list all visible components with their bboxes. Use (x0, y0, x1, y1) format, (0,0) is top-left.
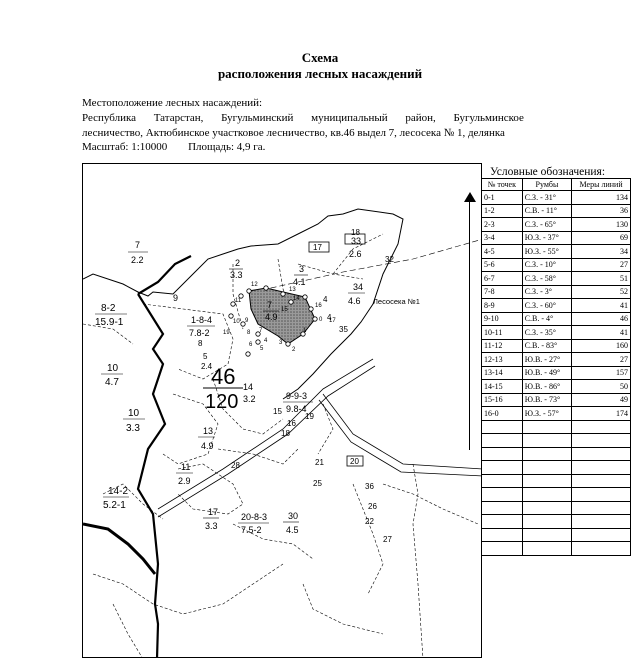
table-row (482, 339, 631, 353)
point-cell: 15-16 (482, 393, 523, 407)
map-label: 3 (299, 264, 305, 274)
location-word: муниципальный (311, 112, 388, 124)
legend-title: Условные обозначения: (490, 166, 606, 178)
point-cell: 13-14 (482, 366, 523, 380)
length-cell: 51 (572, 272, 631, 286)
point-label: 17 (329, 318, 336, 324)
length-cell: 52 (572, 285, 631, 299)
empty-row (482, 434, 631, 448)
empty-cell (482, 420, 523, 434)
document-subtitle: расположения лесных насаждений (217, 66, 423, 81)
map-label: 2.4 (201, 362, 213, 371)
empty-cell (482, 488, 523, 502)
location-word: Бугульминское (453, 112, 524, 124)
empty-cell (522, 434, 571, 448)
empty-cell (572, 461, 631, 475)
map-label: 15 (273, 407, 282, 416)
quarter-number: 46 (211, 364, 236, 389)
empty-cell (522, 461, 571, 475)
bearing-cell: С.В. - 4° (522, 312, 571, 326)
empty-cell (522, 420, 571, 434)
map-label: 4.1 (293, 277, 306, 287)
length-cell: 46 (572, 312, 631, 326)
map-label: 32 (385, 255, 394, 264)
empty-cell (482, 434, 523, 448)
legend-header-row (482, 179, 631, 191)
empty-cell (572, 488, 631, 502)
empty-cell (482, 501, 523, 515)
point-cell: 4-5 (482, 245, 523, 259)
bearing-cell: Ю.В. - 86° (522, 380, 571, 394)
length-cell: 36 (572, 204, 631, 218)
north-arrow-head (464, 192, 476, 202)
empty-cell (572, 542, 631, 556)
point-label: 11 (235, 298, 242, 304)
table-row (482, 353, 631, 367)
map-label: 8-2 (101, 303, 116, 314)
map-label: 4.7 (105, 377, 119, 388)
location-line-1 (82, 111, 524, 126)
bearing-cell: Ю.З. - 55° (522, 245, 571, 259)
point-cell: 7-8 (482, 285, 523, 299)
bearing-cell: С.З. - 58° (522, 272, 571, 286)
point-label: 2 (292, 347, 296, 353)
map-label: 17 (313, 243, 322, 252)
thick-boundary (138, 294, 165, 658)
cutting-label: Лесосека №1 (373, 297, 420, 306)
empty-cell (482, 461, 523, 475)
empty-cell (572, 474, 631, 488)
length-cell: 160 (572, 339, 631, 353)
point-label: 6 (249, 342, 253, 348)
location-word: район, (405, 112, 436, 124)
map-label: 34 (353, 282, 364, 292)
length-cell: 27 (572, 353, 631, 367)
bearing-cell: С.З. - 10° (522, 258, 571, 272)
bearing-cell: С.З. - 3° (522, 285, 571, 299)
bearing-cell: С.З. - 35° (522, 326, 571, 340)
col-header-points: № точек (482, 179, 523, 191)
point-cell: 14-15 (482, 380, 523, 394)
empty-row (482, 447, 631, 461)
map-label: 15.9-1 (95, 317, 124, 328)
map-label: 21 (315, 458, 324, 467)
point-label: 14 (293, 296, 300, 302)
quarter-area: 120 (205, 391, 239, 413)
map-label: 18 (281, 429, 290, 438)
map-label: 2.6 (349, 249, 362, 259)
map-label: 7.5-2 (241, 525, 262, 535)
map-label: 9 (173, 293, 179, 303)
point-cell: 1-2 (482, 204, 523, 218)
point-label: 1 (303, 328, 307, 334)
map-label: 30 (288, 511, 299, 521)
forest-map (82, 163, 482, 658)
map-label: 17 (208, 507, 219, 517)
bearing-cell: Ю.З. - 57° (522, 407, 571, 421)
point-cell: 2-3 (482, 218, 523, 232)
map-label: 4 (323, 295, 328, 304)
map-label: 2.2 (131, 255, 144, 265)
point-cell: 16-0 (482, 407, 523, 421)
table-row (482, 299, 631, 313)
map-label: 9-9-3 (286, 391, 308, 401)
point-label: 16 (315, 303, 322, 309)
empty-cell (522, 542, 571, 556)
bearing-cell: Ю.В. - 73° (522, 393, 571, 407)
empty-row (482, 515, 631, 529)
point-label: 9 (245, 318, 249, 324)
point-label: 13 (289, 287, 296, 293)
table-row (482, 326, 631, 340)
table-row (482, 366, 631, 380)
map-label: 16 (287, 419, 296, 428)
map-label: 7 (135, 240, 141, 250)
empty-cell (572, 528, 631, 542)
map-label: 10 (128, 408, 140, 419)
bearing-cell: С.В. - 83° (522, 339, 571, 353)
scale-text: Масштаб: 1:10000 (82, 141, 168, 153)
location-word: Татарстан, (153, 112, 204, 124)
map-label: 4 (327, 313, 332, 322)
point-label: 19 (223, 330, 230, 336)
empty-cell (522, 447, 571, 461)
table-row (482, 285, 631, 299)
empty-cell (482, 542, 523, 556)
bearing-cell: С.З. - 60° (522, 299, 571, 313)
empty-cell (572, 420, 631, 434)
map-label: 3.3 (126, 423, 140, 434)
point-label: 0 (319, 317, 323, 323)
area-text: Площадь: 4,9 га. (188, 141, 266, 153)
river (83, 524, 155, 574)
map-label: 2 (235, 258, 241, 268)
map-label: 13 (203, 426, 214, 436)
table-row (482, 218, 631, 232)
point-cell: 0-1 (482, 191, 523, 205)
map-label: 14 (243, 382, 254, 392)
length-cell: 27 (572, 258, 631, 272)
empty-cell (572, 501, 631, 515)
location-word: Бугульминский (221, 112, 294, 124)
empty-row (482, 461, 631, 475)
location-line-2: лесничество, Актюбинское участковое лесничество, кв.46 выдел 7, лесосека № 1, делянка (82, 127, 505, 139)
map-label: 36 (365, 482, 374, 491)
map-label: 5 (203, 352, 208, 361)
length-cell: 130 (572, 218, 631, 232)
map-label: 3.3 (230, 270, 243, 280)
map-label: 11 (181, 462, 191, 472)
length-cell: 34 (572, 245, 631, 259)
map-label: 26 (368, 502, 377, 511)
road (319, 400, 482, 476)
map-label: 3.3 (205, 521, 218, 531)
map-label: 5.2-1 (103, 500, 126, 511)
map-label: 22 (365, 517, 374, 526)
length-cell: 174 (572, 407, 631, 421)
map-label: 19 (305, 412, 314, 421)
point-label: 15 (281, 307, 288, 313)
map-label: 27 (383, 535, 392, 544)
map-label: 18 (351, 228, 360, 237)
length-cell: 41 (572, 326, 631, 340)
map-label: 4.9 (265, 312, 278, 322)
empty-cell (482, 447, 523, 461)
col-header-bearings: Румбы (522, 179, 571, 191)
point-label: 3 (279, 340, 283, 346)
thick-boundary-top (138, 256, 191, 294)
map-label: 3.2 (243, 394, 256, 404)
length-cell: 69 (572, 231, 631, 245)
map-label: 1-8-4 (191, 315, 213, 325)
point-cell: 11-12 (482, 339, 523, 353)
map-label: 10 (107, 363, 119, 374)
road (158, 359, 373, 509)
empty-cell (522, 501, 571, 515)
scale-area-line (82, 140, 524, 155)
road (158, 366, 375, 517)
point-cell: 9-10 (482, 312, 523, 326)
point-cell: 8-9 (482, 299, 523, 313)
table-row (482, 407, 631, 421)
map-label: 33 (351, 236, 362, 246)
bearing-cell: Ю.З. - 37° (522, 231, 571, 245)
map-label: 25 (313, 479, 322, 488)
point-label: 12 (251, 282, 258, 288)
empty-cell (522, 474, 571, 488)
point-cell: 10-11 (482, 326, 523, 340)
document-title: Схема (301, 50, 339, 65)
point-label: 8 (247, 330, 251, 336)
empty-cell (572, 447, 631, 461)
location-label: Местоположение лесных насаждений: (82, 97, 263, 109)
point-cell: 12-13 (482, 353, 523, 367)
map-label: 4.6 (348, 296, 361, 306)
empty-cell (572, 515, 631, 529)
map-label: 14-2 (108, 486, 129, 497)
empty-cell (572, 434, 631, 448)
empty-row (482, 528, 631, 542)
map-label: 35 (339, 325, 348, 334)
empty-row (482, 474, 631, 488)
map-label: 2.9 (178, 476, 191, 486)
bearing-cell: С.В. - 11° (522, 204, 571, 218)
empty-cell (482, 474, 523, 488)
map-label: 20-8-3 (241, 512, 268, 522)
empty-row (482, 488, 631, 502)
map-label: 9.8-4 (286, 404, 307, 414)
bearing-cell: С.З. - 65° (522, 218, 571, 232)
length-cell: 157 (572, 366, 631, 380)
table-row (482, 245, 631, 259)
bearing-cell: Ю.В. - 27° (522, 353, 571, 367)
point-label: 5 (260, 346, 264, 352)
map-label: 28 (231, 461, 240, 470)
legend-table (481, 178, 631, 556)
point-cell: 5-6 (482, 258, 523, 272)
length-cell: 49 (572, 393, 631, 407)
empty-row (482, 501, 631, 515)
length-cell: 41 (572, 299, 631, 313)
empty-cell (482, 515, 523, 529)
location-word: Республика (82, 112, 137, 124)
point-cell: 6-7 (482, 272, 523, 286)
point-label: 7 (259, 328, 263, 334)
table-row (482, 258, 631, 272)
map-label: 4.5 (286, 525, 299, 535)
empty-cell (522, 488, 571, 502)
bearing-cell: С.З. - 31° (522, 191, 571, 205)
table-row (482, 312, 631, 326)
table-row (482, 380, 631, 394)
map-label: 7 (267, 300, 273, 310)
north-arrow-line (469, 200, 470, 450)
map-label: 8 (198, 339, 203, 348)
map-label: 20 (350, 457, 359, 466)
length-cell: 134 (572, 191, 631, 205)
length-cell: 50 (572, 380, 631, 394)
table-row (482, 191, 631, 205)
table-row (482, 231, 631, 245)
empty-cell (522, 515, 571, 529)
empty-row (482, 420, 631, 434)
point-label: 4 (264, 338, 268, 344)
point-cell: 3-4 (482, 231, 523, 245)
table-row (482, 204, 631, 218)
bearing-cell: Ю.В. - 49° (522, 366, 571, 380)
empty-cell (522, 528, 571, 542)
table-row (482, 393, 631, 407)
empty-row (482, 542, 631, 556)
map-label: 7.8-2 (189, 328, 210, 338)
col-header-lengths: Меры линий (572, 179, 631, 191)
map-drawing (83, 164, 482, 658)
point-label: 10 (233, 319, 240, 325)
table-row (482, 272, 631, 286)
map-label: 4.9 (201, 441, 214, 451)
empty-cell (482, 528, 523, 542)
